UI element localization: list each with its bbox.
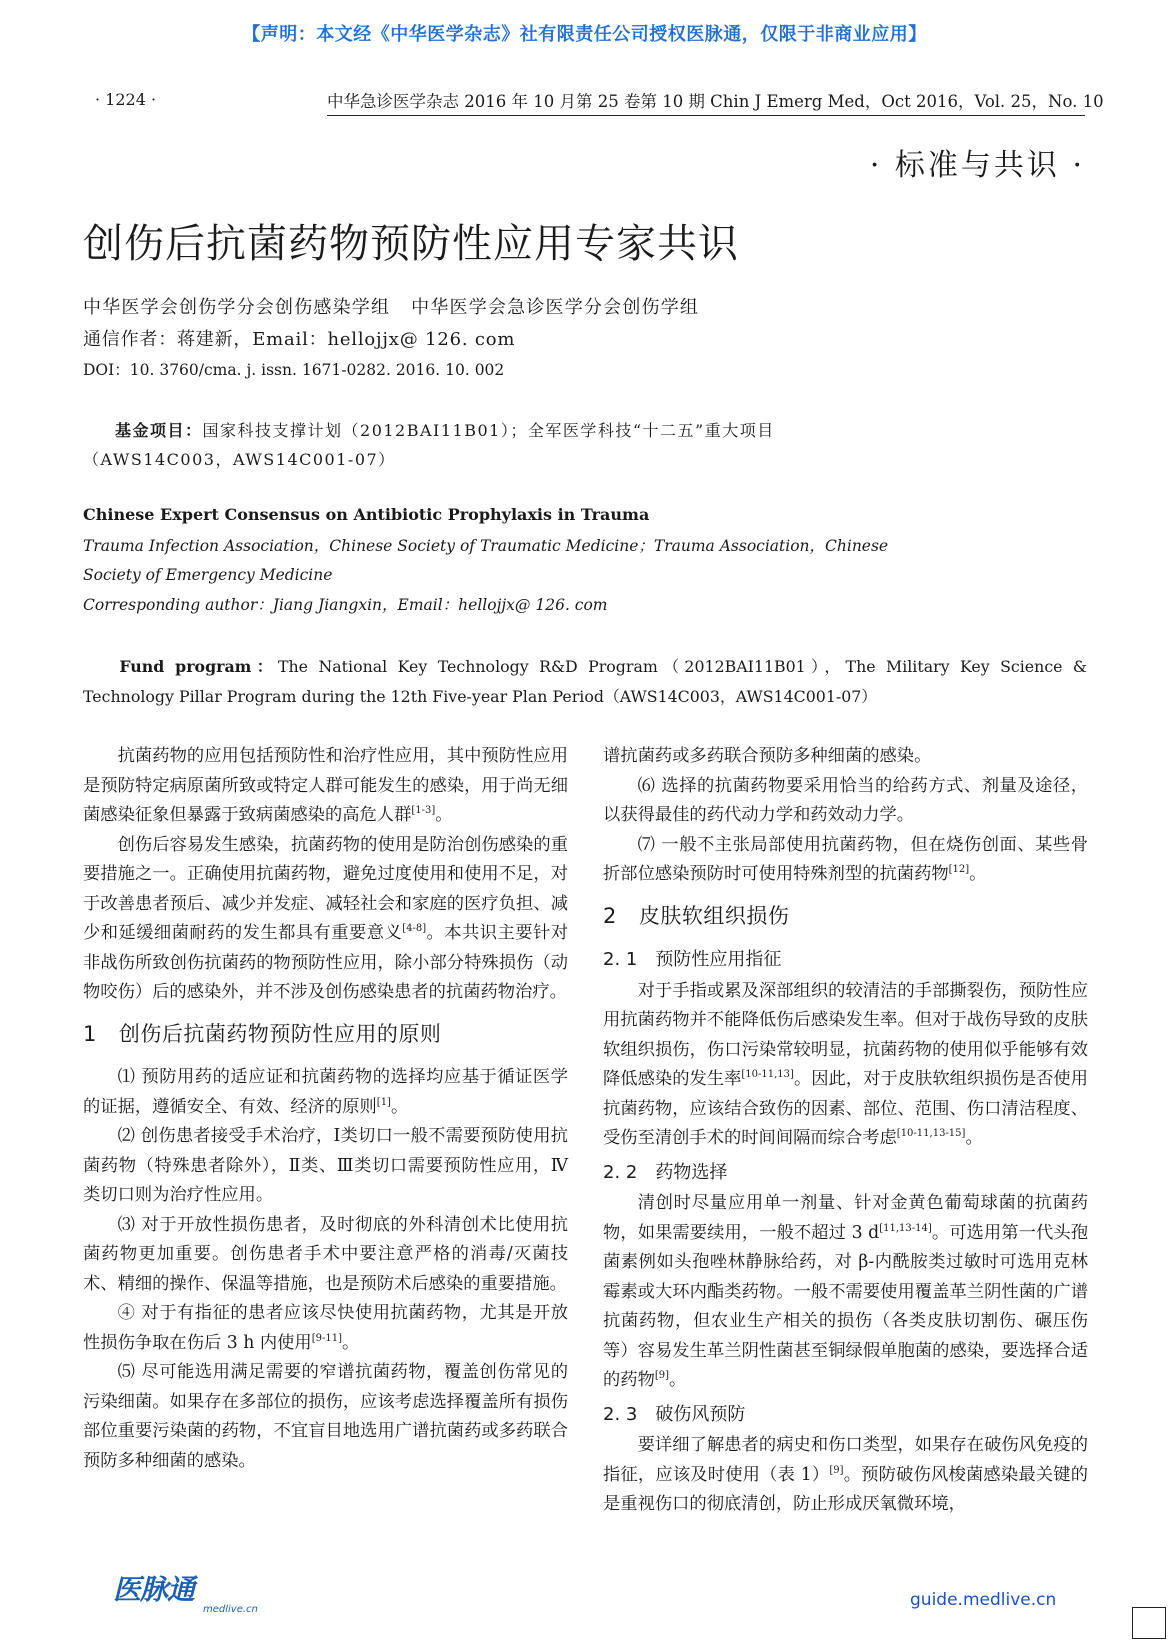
logo-subtext: medlive.cn — [203, 1604, 258, 1615]
english-affiliations: Trauma Infection Association，Chinese Society of Traumatic Medicine；Trauma Association，Chinese Society of Emergency Medicine — [83, 537, 889, 584]
citation[interactable]: [4-8] — [402, 923, 427, 934]
english-fund-text: The National Key Technology R&D Program（2012BAI11B01），The Military Key Science & Technology Pillar Program during the 12th Five-year Plan Period（AWS14C003，AWS14C001-07） — [83, 657, 1087, 706]
subsection-heading: 2. 3 破伤风预防 — [603, 1403, 746, 1425]
correspondence: 通信作者：蒋建新，Email：hellojjx@ 126. com — [83, 329, 516, 350]
copyright-notice: 【声明：本文经《中华医学杂志》社有限责任公司授权医脉通，仅限于非商业应用】 — [242, 24, 927, 45]
authors: 中华医学会创伤学分会创伤感染学组 中华医学会急诊医学分会创伤学组 — [83, 297, 700, 318]
fund-info — [83, 416, 893, 474]
paragraph: 创伤后容易发生感染，抗菌药物的使用是防治创伤感染的重要措施之一。正确使用抗菌药物，避免过度使用和使用不足，对于改善患者预后、减少并发症、减轻社会和家庭的医疗负担、减少和延缓细菌耐药的发生都具有重要意义[4-8]。本共识主要针对非战伤所致创伤抗菌药的物预防性应用，除小部分特殊损伤（动物咬伤）后的感染外，并不涉及创伤感染患者的抗菌药物治疗。 — [83, 834, 568, 1002]
paragraph: 对于手指或累及深部组织的较清洁的手部撕裂伤，预防性应用抗菌药物并不能降低伤后感染发生率。但对于战伤导致的皮肤软组织损伤，伤口污染常较明显，抗菌药物的使用似乎能够有效降低感染的发生率[10-11,13]。因此，对于皮肤软组织损伤是否使用抗菌药物，应该结合致伤的因素、部位、范围、伤口清洁程度、受伤至清创手术的时间间隔而综合考虑[10-11,13-15]。 — [603, 980, 1088, 1148]
principle-item: ⑺ 一般不主张局部使用抗菌药物，但在烧伤创面、某些骨折部位感染预防时可使用特殊剂型的抗菌药物[12]。 — [603, 834, 1088, 884]
doi: DOI：10. 3760/cma. j. issn. 1671-0282. 2016. 10. 002 — [83, 361, 505, 379]
principle-item: ⑸ 尽可能选用满足需要的窄谱抗菌药物，覆盖创伤常见的污染细菌。如果存在多部位的损伤，应该考虑选择覆盖所有损伤部位重要污染菌的药物，不宜盲目地选用广谱抗菌药或多药联合预防多种细菌的感染。 — [83, 1362, 568, 1471]
english-fund-label: Fund program： — [119, 657, 278, 676]
paragraph: 清创时尽量应用单一剂量、针对金黄色葡萄球菌的抗菌药物，如果需要续用，一般不超过 3 d[11,13-14]。可选用第一代头孢菌素例如头孢唑林静脉给药，对 β-内酰胺类过敏时可选用克林霉素或大环内酯类药物。一般不需要使用覆盖革兰阴性菌的广谱抗菌药物，但农业生产相关的损伤（各类皮肤切割伤、碾压伤等）容易发生革兰阴性菌甚至铜绿假单胞菌的感染，要选择合适的药物[9]。 — [603, 1193, 1088, 1390]
footer-link[interactable]: guide.medlive.cn — [910, 1590, 1057, 1610]
citation[interactable]: [9-11] — [311, 1332, 342, 1344]
body-left-column — [83, 742, 568, 1471]
english-fund — [83, 652, 1087, 712]
body-right-column — [603, 742, 1088, 1520]
section-heading: 2 皮肤软组织损伤 — [603, 903, 790, 928]
principle-item: ⑴ 预防用药的适应证和抗菌药物的选择均应基于循证医学的证据，遵循安全、有效、经济的原则[1]。 — [83, 1067, 568, 1117]
journal-header: 中华急诊医学杂志 2016 年 10 月第 25 卷第 10 期 Chin J Emerg Med，Oct 2016，Vol. 25，No. 10 — [327, 88, 1085, 116]
paragraph: 抗菌药物的应用包括预防性和治疗性应用，其中预防性应用是预防特定病原菌所致或特定人群可能发生的感染，用于尚无细菌感染征象但暴露于致病菌感染的高危人群[1-3]。 — [83, 746, 568, 825]
section-tag: · 标准与共识 · — [869, 148, 1085, 183]
citation[interactable]: [1] — [376, 1096, 391, 1108]
subsection-heading: 2. 2 药物选择 — [603, 1161, 728, 1183]
corner-box — [1132, 1607, 1166, 1639]
fund-text: 国家科技支撑计划（2012BAI11B01）；全军医学科技“十二五”重大项目（AWS14C003，AWS14C001-07） — [83, 421, 775, 469]
section-heading: 1 创伤后抗菌药物预防性应用的原则 — [83, 1021, 442, 1046]
paragraph: 要详细了解患者的病史和伤口类型，如果存在破伤风免疫的指征，应该及时使用（表 1）[9]。预防破伤风梭菌感染最关键的是重视伤口的彻底清创，防止形成厌氧微环境， — [603, 1435, 1088, 1514]
principle-item: ④ 对于有指征的患者应该尽快使用抗菌药物，尤其是开放性损伤争取在伤后 3 h 内使用[9-11]。 — [83, 1303, 568, 1353]
principle-item-continued: 谱抗菌药或多药联合预防多种细菌的感染。 — [603, 746, 932, 766]
english-correspondence: Corresponding author：Jiang Jiangxin，Email：hellojjx@ 126. com — [83, 596, 608, 614]
page-number: · 1224 · — [95, 90, 157, 109]
article-title: 创伤后抗菌药物预防性应用专家共识 — [83, 221, 739, 267]
principle-item: ⑶ 对于开放性损伤患者，及时彻底的外科清创术比使用抗菌药物更加重要。创伤患者手术中要注意严格的消毒/灭菌技术、精细的操作、保温等措施，也是预防术后感染的重要措施。 — [83, 1214, 568, 1294]
medlive-logo[interactable] — [113, 1568, 258, 1615]
principle-item: ⑹ 选择的抗菌药物要采用恰当的给药方式、剂量及途径，以获得最佳的药代动力学和药效动力学。 — [603, 775, 1088, 825]
citation[interactable]: [11,13-14] — [879, 1222, 932, 1234]
citation[interactable]: [9] — [829, 1464, 844, 1476]
subsection-heading: 2. 1 预防性应用指征 — [603, 949, 782, 970]
citation[interactable]: [10-11,13] — [741, 1069, 794, 1080]
logo-text: 医脉通 — [113, 1573, 195, 1606]
english-title: Chinese Expert Consensus on Antibiotic Prophylaxis in Trauma — [83, 505, 650, 524]
citation[interactable]: [12] — [948, 864, 970, 875]
citation[interactable]: [9] — [654, 1370, 670, 1381]
citation[interactable]: [10-11,13-15] — [896, 1128, 966, 1139]
fund-label: 基金项目： — [115, 421, 203, 440]
principle-item: ⑵ 创伤患者接受手术治疗，Ⅰ类切口一般不需要预防使用抗菌药物（特殊患者除外），Ⅱ类、Ⅲ类切口需要预防性应用，Ⅳ类切口则为治疗性应用。 — [83, 1126, 568, 1205]
citation[interactable]: [1-3] — [411, 805, 436, 816]
